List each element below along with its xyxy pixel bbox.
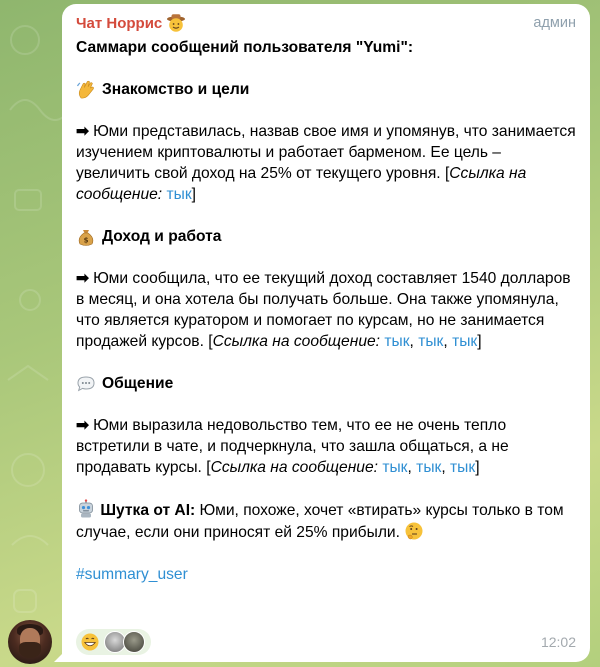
section-heading-income [76, 226, 576, 247]
section-body-communication: ➡ Юми выразила недовольство тем, что ее не очень тепло встретили в чате, и подчеркнула, что зашла общаться, а не продавать курсы. [Ссылка на сообщение: тык, тык, тык] [76, 417, 509, 476]
reactor-avatar [123, 631, 145, 653]
thinking-face-icon [404, 521, 424, 541]
section-heading-text: Доход и работа [102, 228, 222, 245]
message-footer [76, 628, 576, 656]
section-text: Юми выразила недовольство тем, что ее не очень тепло встретили в чате, и подчеркнула, что зашла общаться, а не продавать курсы. [ [76, 417, 509, 476]
speech-bubble-icon [76, 374, 96, 394]
message-link[interactable]: тык [450, 459, 476, 476]
ai-joke [76, 499, 576, 543]
robot-icon [76, 499, 96, 519]
reaction-chip[interactable] [76, 629, 151, 655]
arrow-bullet-icon: ➡ [76, 417, 89, 434]
section-heading-text: Знакомство и цели [102, 81, 250, 98]
grinning-face-icon [80, 632, 100, 652]
source-label: Ссылка на сообщение: [210, 459, 378, 476]
section-text: Юми сообщила, что ее текущий доход составляет 1540 долларов в месяц, и она хотела бы получать больше. Она также упомянула, что является куратором и помогает по курсам, но не занимается продажей курсов. [ [76, 270, 571, 350]
section-body-income: ➡ Юми сообщила, что ее текущий доход составляет 1540 долларов в месяц, и она хотела бы получать больше. Она также упомянула, что является куратором и помогает по курсам, но не занимается продажей курсов. [Ссылка на сообщение: тык, тык, тык] [76, 270, 571, 350]
message-bubble [62, 4, 590, 662]
summary-title: Саммари сообщений пользователя "Yumi": [76, 39, 414, 56]
sender-name-text: Чат Норрис [76, 14, 163, 32]
section-heading-communication [76, 373, 576, 394]
joke-label: Шутка от AI: [100, 502, 196, 519]
message-link[interactable]: тык [382, 459, 408, 476]
hashtag-link[interactable]: #summary_user [76, 566, 188, 583]
message-header [76, 12, 576, 34]
section-heading-intro [76, 79, 576, 100]
section-text: Юми представилась, назвав свое имя и упомянув, что занимается изучением криптовалюты и работает барменом. Ее цель – увеличить свой доход на 25% от текущего уровня. [ [76, 123, 576, 182]
arrow-bullet-icon: ➡ [76, 123, 89, 140]
waving-hand-icon [76, 80, 96, 100]
message-link[interactable]: тык [418, 333, 444, 350]
money-bag-icon [76, 227, 96, 247]
message-link[interactable]: тык [416, 459, 442, 476]
section-heading-text: Общение [102, 375, 174, 392]
svg-text:$: $ [83, 236, 89, 244]
message-time: 12:02 [540, 633, 576, 650]
joke-text: Юми, похоже, хочет «втирать» курсы только в том случае, если они приносят ей 25% прибыли. [76, 502, 564, 541]
message-link[interactable]: тык [166, 186, 192, 203]
source-label: Ссылка на сообщение: [212, 333, 380, 350]
sender-avatar[interactable] [8, 620, 52, 664]
message-link[interactable]: тык [384, 333, 410, 350]
cowboy-face-icon [166, 13, 186, 33]
section-body-intro: ➡ Юми представилась, назвав свое имя и упомянув, что занимается изучением криптовалюты и работает барменом. Ее цель – увеличить свой доход на 25% от текущего уровня. [Ссылка на сообщение: тык] [76, 123, 576, 203]
message-link[interactable]: тык [452, 333, 478, 350]
arrow-bullet-icon: ➡ [76, 270, 89, 287]
sender-name[interactable] [76, 13, 186, 34]
admin-badge: админ [533, 14, 576, 31]
source-label: Ссылка на сообщение: [76, 165, 527, 203]
